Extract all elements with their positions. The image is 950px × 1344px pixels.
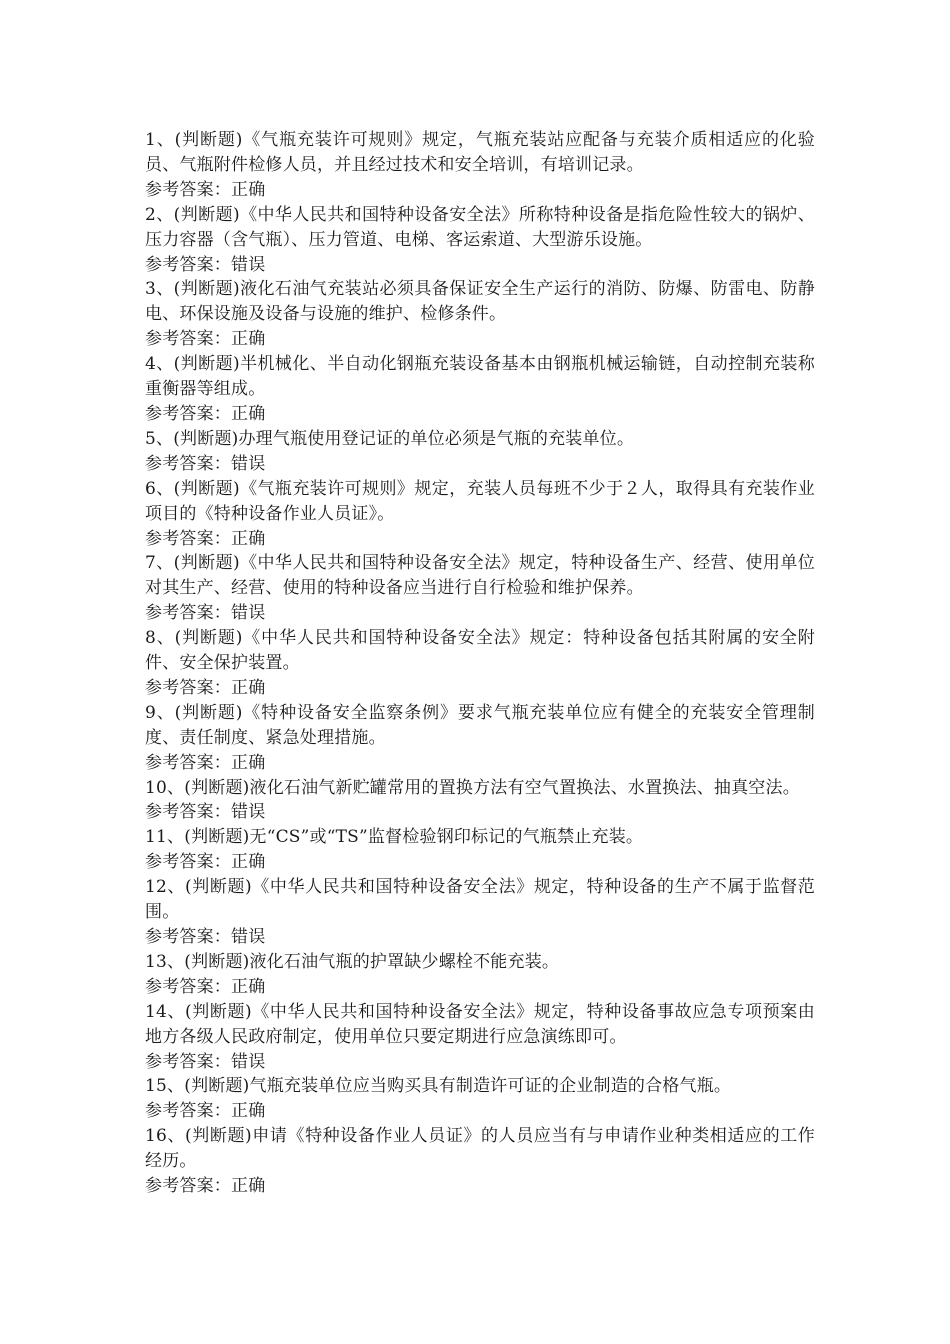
- question-text: 14、(判断题)《中华人民共和国特种设备安全法》规定，特种设备事故应急专项预案由地方各级人民政府制定，使用单位只要定期进行应急演练即可。: [145, 1001, 815, 1047]
- question-text: 7、(判断题)《中华人民共和国特种设备安全法》规定，特种设备生产、经营、使用单位对其生产、经营、使用的特种设备应当进行自行检验和维护保养。: [145, 553, 815, 599]
- question-text: 8、(判断题)《中华人民共和国特种设备安全法》规定：特种设备包括其附属的安全附件、安全保护装置。: [145, 628, 815, 674]
- question-text: 16、(判断题)申请《特种设备作业人员证》的人员应当有与申请作业种类相适应的工作经历。: [145, 1126, 815, 1172]
- reference-answer: 参考答案：正确: [145, 752, 266, 773]
- question-item: [145, 427, 815, 477]
- reference-answer: 参考答案：错误: [145, 254, 266, 275]
- question-text: 5、(判断题)办理气瓶使用登记证的单位必须是气瓶的充装单位。: [145, 428, 635, 449]
- reference-answer: 参考答案：正确: [145, 976, 266, 997]
- reference-answer: 参考答案：错误: [145, 453, 266, 474]
- reference-answer: 参考答案：错误: [145, 603, 266, 624]
- reference-answer: 参考答案：正确: [145, 852, 266, 873]
- question-item: [145, 352, 815, 427]
- reference-answer: 参考答案：正确: [145, 1176, 266, 1197]
- question-text: 9、(判断题)《特种设备安全监察条例》要求气瓶充装单位应有健全的充装安全管理制度、责任制度、紧急处理措施。: [145, 702, 815, 748]
- reference-answer: 参考答案：错误: [145, 927, 266, 947]
- question-item: [145, 1000, 815, 1075]
- reference-answer: 参考答案：正确: [145, 329, 266, 350]
- question-text: 3、(判断题)液化石油气充装站必须具备保证安全生产运行的消防、防爆、防雷电、防静电、环保设施及设备与设施的维护、检修条件。: [145, 279, 815, 325]
- question-text: 13、(判断题)液化石油气瓶的护罩缺少螺栓不能充装。: [145, 951, 560, 972]
- reference-answer: 参考答案：正确: [145, 1101, 266, 1122]
- question-text: 15、(判断题)气瓶充装单位应当购买具有制造许可证的企业制造的合格气瓶。: [145, 1076, 732, 1097]
- reference-answer: 参考答案：正确: [145, 179, 266, 200]
- question-item: [145, 1074, 815, 1124]
- question-text: 10、(判断题)液化石油气新贮罐常用的置换方法有空气置换法、水置换法、抽真空法。: [145, 777, 800, 798]
- question-item: [145, 551, 815, 626]
- question-item: [145, 203, 815, 278]
- question-text: 1、(判断题)《气瓶充装许可规则》规定，气瓶充装站应配备与充装介质相适应的化验员、气瓶附件检修人员，并且经过技术和安全培训，有培训记录。: [145, 130, 815, 175]
- question-text: 2、(判断题)《中华人民共和国特种设备安全法》所称特种设备是指危险性较大的锅炉、压力容器（含气瓶）、压力管道、电梯、客运索道、大型游乐设施。: [145, 204, 815, 250]
- question-item: [145, 701, 815, 776]
- question-item: [145, 776, 815, 826]
- question-item: [145, 626, 815, 701]
- question-item: [145, 1124, 815, 1199]
- question-text: 11、(判断题)无“CS”或“TS”监督检验钢印标记的气瓶禁止充装。: [145, 827, 644, 848]
- reference-answer: 参考答案：正确: [145, 403, 266, 424]
- reference-answer: 参考答案：正确: [145, 528, 266, 549]
- question-item: [145, 875, 815, 950]
- question-text: 6、(判断题)《气瓶充装许可规则》规定，充装人员每班不少于２人，取得具有充装作业项目的《特种设备作业人员证》。: [145, 478, 815, 524]
- question-item: [145, 477, 815, 552]
- question-text: 4、(判断题)半机械化、半自动化钢瓶充装设备基本由钢瓶机械运输链，自动控制充装称重衡器等组成。: [145, 354, 815, 400]
- question-item: [145, 128, 815, 203]
- question-item: [145, 825, 815, 875]
- question-item: [145, 950, 815, 1000]
- question-text: 12、(判断题)《中华人民共和国特种设备安全法》规定，特种设备的生产不属于监督范围。: [145, 877, 815, 923]
- reference-answer: 参考答案：错误: [145, 802, 266, 823]
- reference-answer: 参考答案：错误: [145, 1051, 266, 1072]
- reference-answer: 参考答案：正确: [145, 677, 266, 698]
- question-item: [145, 277, 815, 352]
- question-list: [145, 128, 815, 1199]
